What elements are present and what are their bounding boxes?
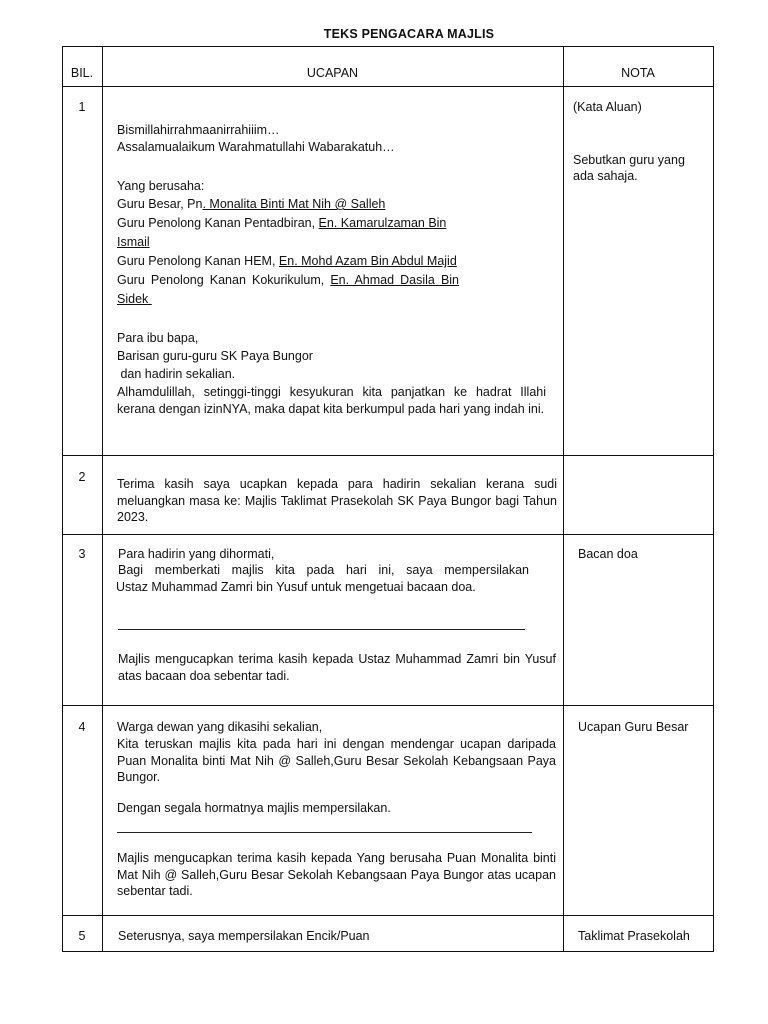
name-underlined: En. Mohd Azam Bin Abdul Majid — [278, 254, 457, 268]
table-border-top — [62, 46, 714, 47]
row-4-nota: Ucapan Guru Besar — [578, 720, 689, 734]
row-1-line — [117, 196, 385, 213]
row-1-line: Yang berusaha: — [117, 179, 205, 193]
table-border-right — [713, 46, 714, 952]
header-ucapan: UCAPAN — [306, 66, 359, 80]
column-divider — [102, 46, 103, 952]
header-nota: NOTA — [621, 66, 655, 80]
row-1-nota: (Kata Aluan) — [573, 100, 642, 114]
text-segment: Guru Penolong Kanan HEM, — [117, 254, 279, 268]
row-1-nota-instruction: Sebutkan guru yang ada sahaja. — [573, 153, 685, 183]
row-4-line: Dengan segala hormatnya majlis mempersilakan. — [117, 801, 391, 815]
row-1-line: Barisan guru-guru SK Paya Bungor — [117, 349, 313, 363]
row-1-line: Assalamualaikum Warahmatullahi Wabarakatuh… — [117, 140, 395, 154]
name-underlined: . Monalita Binti Mat Nih @ Salleh — [202, 197, 386, 211]
text-segment: Guru Penolong Kanan Pentadbiran, — [117, 216, 319, 230]
row-3-nota: Bacan doa — [578, 547, 638, 561]
row-1-line: Para ibu bapa, — [117, 331, 199, 345]
blank-fill-line — [117, 832, 532, 833]
row-number: 2 — [78, 470, 86, 484]
row-3-line: Ustaz Muhammad Zamri bin Yusuf untuk mengetuai bacaan doa. — [116, 580, 476, 594]
text-segment: Guru Besar, Pn — [117, 197, 203, 211]
name-underlined: En. Kamarulzaman Bin — [318, 216, 447, 230]
row-number: 1 — [78, 100, 86, 114]
row-3-line: Bagi memberkati majlis kita pada hari ini, saya mempersilakan — [118, 563, 529, 577]
row-1-line — [117, 272, 501, 289]
row-2-ucapan: Terima kasih saya ucapkan kepada para hadirin sekalian kerana sudi meluangkan masa ke: Majlis Taklimat Prasekolah SK Paya Bungor bagi Tahun 2023. — [117, 477, 557, 524]
name-underlined: En. Ahmad Dasila Bin — [330, 273, 460, 287]
table-header-divider — [62, 86, 714, 87]
row-1-line — [117, 215, 446, 232]
document-title: TEKS PENGACARA MAJLIS — [323, 27, 495, 41]
table-border-left — [62, 46, 63, 952]
header-bil: BIL. — [70, 66, 94, 80]
row-number: 3 — [78, 547, 86, 561]
column-divider — [563, 46, 564, 952]
row-3-line: Para hadirin yang dihormati, — [118, 547, 275, 561]
row-divider — [62, 534, 714, 535]
name-underlined: Sidek — [117, 292, 152, 306]
row-divider — [62, 915, 714, 916]
row-1-line: dan hadirin sekalian. — [117, 367, 236, 381]
row-divider — [62, 705, 714, 706]
row-4-paragraph: Kita teruskan majlis kita pada hari ini dengan mendengar ucapan daripada Puan Monalita binti Mat Nih @ Salleh,Guru Besar Sekolah Kebangsaan Paya Bungor. — [117, 737, 556, 784]
row-1-line: Bismillahirrahmaanirrahiiim… — [117, 123, 280, 137]
row-1-line — [117, 253, 457, 270]
row-5-nota: Taklimat Prasekolah — [578, 929, 690, 943]
row-4-closing: Majlis mengucapkan terima kasih kepada Yang berusaha Puan Monalita binti Mat Nih @ Salleh,Guru Besar Sekolah Kebangsaan Paya Bungor atas ucapan sebentar tadi. — [117, 851, 556, 898]
row-5-ucapan: Seterusnya, saya mempersilakan Encik/Puan — [118, 929, 370, 943]
row-number: 4 — [78, 720, 86, 734]
blank-fill-line — [118, 629, 525, 630]
row-4-line: Warga dewan yang dikasihi sekalian, — [117, 720, 323, 734]
row-3-closing: Majlis mengucapkan terima kasih kepada Ustaz Muhammad Zamri bin Yusuf atas bacaan doa sebentar tadi. — [118, 652, 556, 683]
row-divider — [62, 455, 714, 456]
row-number: 5 — [78, 929, 86, 943]
row-1-paragraph: Alhamdulillah, setinggi-tinggi kesyukuran kita panjatkan ke hadrat Illahi kerana dengan izinNYA, maka dapat kita berkumpul pada hari yang indah ini. — [117, 385, 546, 416]
table-border-bottom — [62, 951, 714, 952]
text-segment: Guru Penolong Kanan Kokurikulum, — [117, 273, 331, 287]
name-underlined: Ismail — [117, 235, 150, 249]
